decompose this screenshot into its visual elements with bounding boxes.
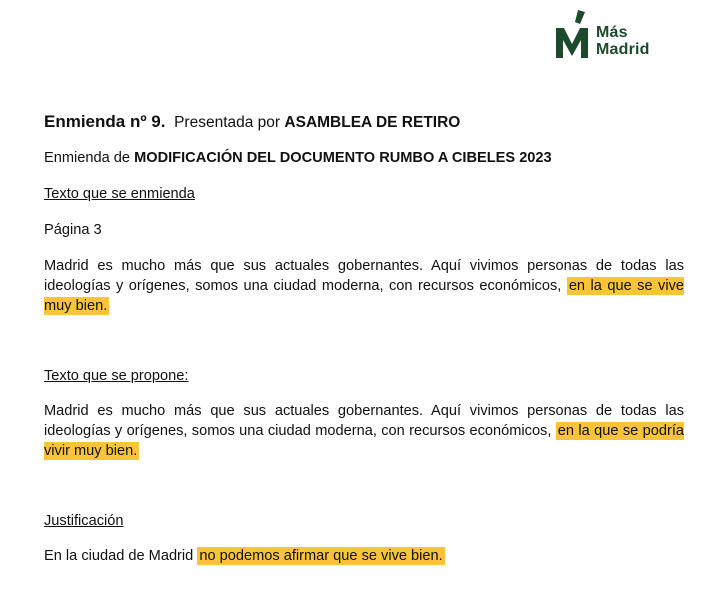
- logo-wordmark: [596, 24, 650, 58]
- amendment-subject: [44, 148, 552, 168]
- justification-paragraph: [44, 546, 445, 566]
- mas-madrid-logo: [554, 10, 674, 62]
- page-reference: Página 3: [44, 222, 102, 238]
- proposed-text-heading: Texto que se propone:: [44, 368, 189, 384]
- original-text-body: Madrid es mucho más que sus actuales gobernantes. Aquí vivimos personas de todas las ideologías y orígenes, somos una ciudad moderna, con recursos económicos,: [44, 258, 684, 294]
- amendment-document: MODIFICACIÓN DEL DOCUMENTO RUMBO A CIBELES 2023: [134, 150, 552, 166]
- logo-line1: Más: [596, 24, 628, 41]
- presented-by-label: Presentada por: [174, 114, 281, 131]
- original-text-highlight: en la que se vive muy bien.: [44, 278, 685, 314]
- logo-line2: Madrid: [596, 41, 650, 58]
- justification-body: En la ciudad de Madrid: [44, 548, 194, 564]
- amendment-number: Enmienda nº 9.: [44, 112, 166, 131]
- mas-madrid-emblem-icon: [554, 10, 594, 62]
- justification-highlight: no podemos afirmar que se vive bien.: [199, 548, 443, 564]
- proposed-text-paragraph: [44, 401, 684, 461]
- amendment-prefix: Enmienda de: [44, 150, 131, 166]
- original-text-paragraph: [44, 256, 684, 316]
- amendment-title: [44, 112, 460, 133]
- original-text-heading: Texto que se enmienda: [44, 186, 195, 202]
- proposed-text-highlight: en la que se podría vivir muy bien.: [44, 423, 685, 459]
- justification-heading: Justificación: [44, 513, 124, 529]
- proposed-text-body: Madrid es mucho más que sus actuales gobernantes. Aquí vivimos personas de todas las ideologías y orígenes, somos una ciudad moderna, con recursos económicos,: [44, 403, 684, 439]
- presenter-name: ASAMBLEA DE RETIRO: [284, 114, 461, 131]
